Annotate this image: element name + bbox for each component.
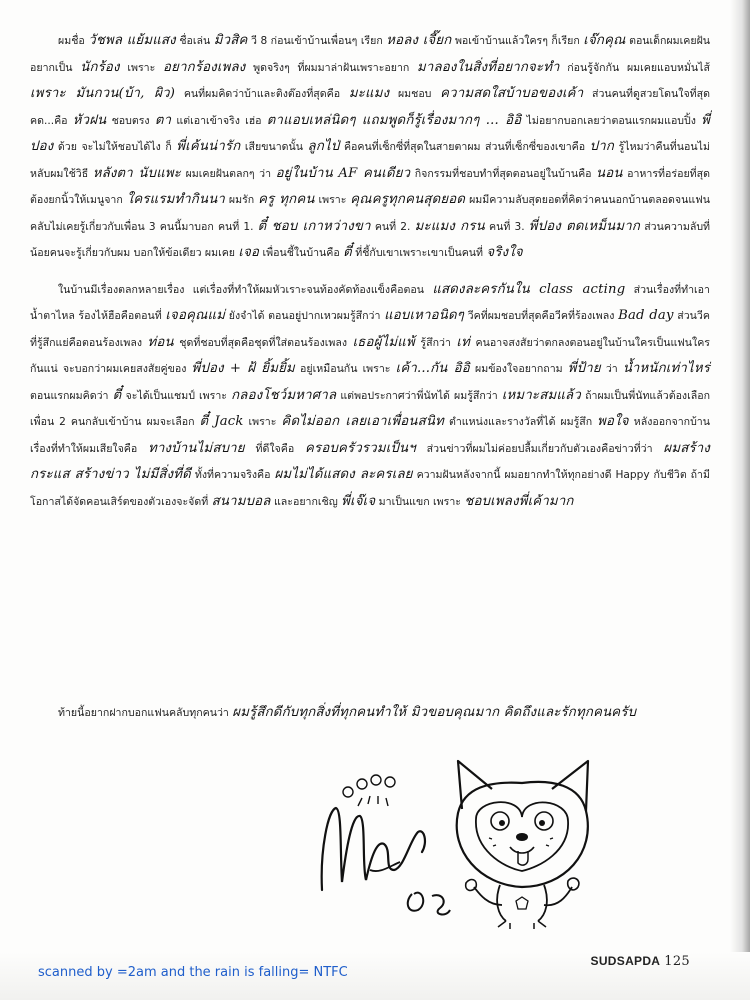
handwritten-answer: ตา	[154, 112, 172, 128]
signature-ring	[343, 787, 353, 797]
handwritten-answer: เค้า...กัน อิอิ	[395, 361, 470, 376]
printed-text: คนที่ผมคิดว่าบ้าและติงต๊องที่สุดคือ	[183, 88, 341, 100]
handwritten-answer: หลังตา นับแพะ	[92, 165, 182, 181]
printed-text: ถ้าผมเป็นพี่นัทแล้วต้องเลือกเพื่อน 2 คนกลับเข้าบ้าน ผมจะเลือก	[30, 389, 710, 428]
signature-stroke	[322, 808, 425, 890]
handwritten-answer: ตาแอบเหล่นิดๆ แถมพูดก็รู้เรื่องมากๆ ... อิอิ	[266, 112, 522, 128]
handwritten-answer: ตี๋ Jack	[199, 414, 244, 429]
handwritten-answer: ตี๋	[343, 245, 352, 260]
printed-text: ผมข้องใจอยากถาม	[475, 363, 563, 375]
handwritten-answer: พี่ปอง ตดเหม็นมาก	[528, 218, 641, 234]
handwritten-answer: เธอผู้ไม่แพ้	[352, 334, 415, 350]
printed-text: ถ้ามีโอกาสได้จัดคอนเสิร์ตของตัวเองจะจัดที่	[30, 469, 710, 508]
handwritten-answer: เท่	[456, 334, 471, 350]
printed-text: คนที่ 2.	[374, 220, 411, 233]
doodle-nose	[516, 833, 528, 841]
handwritten-answer: มะแมง กรน	[414, 218, 485, 234]
handwritten-answer: ความสดใสบ้าบอของเค้า	[440, 86, 584, 101]
handwritten-answer: ผมไม่ได้แสดง ละครเลย	[274, 467, 413, 482]
printed-text: ที่ดีใจคือ	[255, 442, 295, 455]
handwritten-answer: คุณครูทุกคนสุดยอด	[350, 192, 466, 207]
handwritten-answer: อยากร้องเพลง	[163, 59, 246, 75]
printed-text: อยู่เหมือนกัน เพราะ	[300, 363, 391, 375]
handwritten-answer: ทางบ้านไม่สบาย	[148, 440, 245, 456]
page-number: 125	[664, 954, 690, 969]
printed-text: ยังจำได้ ตอนอยู่ปากเหวผมรู้สึกว่า	[228, 310, 381, 322]
handwritten-answer: คิดไม่ออก เลยเอาเพื่อนสนิท	[281, 414, 444, 429]
printed-text: ส่วนคนที่ดูสวยโดนใจที่สุดคด...คือ	[30, 88, 711, 127]
handwritten-answer: แอบเหาอนิดๆ	[384, 308, 465, 323]
printed-text: หลังออกจากบ้าน เรื่องที่ทำให้ผมเสียใจคือ	[30, 416, 710, 455]
printed-text: เพื่อนชี้ในบ้านคือ	[262, 247, 340, 259]
handwritten-answer: มะแมง	[348, 86, 390, 101]
printed-text: ตอนแรกผมคิดว่า	[30, 389, 109, 402]
printed-text: ไม่อยากบอกเลยว่าตอนแรกผมแอบปิ้ง	[526, 114, 696, 127]
handwritten-answer: เจอคุณแม่	[165, 308, 226, 323]
signature-ring	[357, 779, 367, 789]
printed-text: รู้ไหมว่าคืนที่นอนไม่หลับผมใช้วิธี	[30, 141, 710, 180]
handwritten-answer: ตี๋ ชอบ เกาหว่างขา	[257, 218, 371, 234]
printed-text: ส่วนข่าวที่ผมไม่ค่อยปลื้มเกี่ยวกับตัวเองคือข่าวที่ว่า	[426, 442, 653, 455]
handwritten-answer: นอน	[596, 165, 623, 181]
handwritten-answer: พี่ปอง	[30, 112, 711, 154]
printed-text: ชอบตรง	[111, 114, 150, 127]
signature-tick	[358, 796, 388, 806]
printed-text: จะได้เป็นแชมป์ เพราะ	[125, 389, 227, 402]
handwritten-answer: หอลง เจี๊ยก	[386, 33, 452, 48]
printed-text: ผมเคยฝันตลกๆ ว่า	[185, 167, 272, 180]
printed-text: พูดจริงๆ ที่ผมมาล่าฝันเพราะอยาก	[253, 61, 410, 74]
handwritten-answer: จริงใจ	[486, 245, 523, 260]
handwritten-answer: เจอ	[238, 245, 260, 260]
printed-text: ท้ายนี้อยากฝากบอกแฟนคลับทุกคนว่า	[58, 707, 229, 719]
printed-text: แต่พอประกาศว่าพี่นัทได้ ผมรู้สึกว่า	[340, 389, 498, 402]
printed-text: ส่วนเรื่องที่ทำเอาน้ำตาไหล ร้องไห้ฮือคือตอนที่	[30, 283, 710, 322]
printed-text: คนอาจสงสัยว่าตกลงตอนอยู่ในบ้านใครเป็นแฟนใครกันแน่ จะบอกว่าผมเคยสงสัยคู่ของ	[30, 336, 710, 375]
printed-text: เพราะ	[127, 61, 156, 74]
printed-text: เสียขนาดนั้น	[244, 141, 304, 153]
doodle-feet	[498, 921, 546, 929]
handwritten-answer: สนามบอล	[211, 493, 271, 509]
signature-tag-stroke	[408, 893, 423, 911]
doodle-mouth	[510, 847, 534, 853]
paragraph-2	[30, 277, 710, 516]
printed-text: ส่วนวีคที่รู้สึกแย่คือตอนร้องเพลง	[30, 310, 710, 349]
doodle-pupil	[499, 820, 505, 826]
scan-credit: scanned by =2am and the rain is falling= NTFC	[38, 965, 348, 980]
printed-text: ผมชื่อ	[58, 35, 85, 47]
handwritten-answer: วัชพล แย้มแสง	[88, 33, 176, 48]
magazine-name: SUDSAPDA	[590, 954, 661, 968]
handwritten-answer: เจ๊กคุณ	[583, 33, 626, 48]
printed-text: คือคนที่เซ็กซี่ที่สุดในสายตาผม ส่วนที่เซ็กซี่ของเขาคือ	[343, 141, 586, 153]
paragraph-1	[30, 28, 710, 267]
printed-text: ผมรัก	[228, 194, 255, 206]
handwritten-answer: ตี๋	[112, 387, 122, 403]
printed-text: มาเป็นแขก เพราะ	[378, 495, 461, 508]
handwritten-answer: น้ำหนักเท่าไหร่	[622, 361, 711, 376]
doodle-arm	[474, 887, 572, 905]
handwritten-answer: Bad day	[618, 308, 674, 323]
doodle-body	[497, 885, 547, 921]
signature-ring	[385, 777, 395, 787]
printed-text: รู้สึกว่า	[420, 336, 451, 349]
handwritten-answer: ปาก	[589, 139, 615, 154]
printed-text: เพราะ	[318, 194, 347, 206]
handwritten-answer: ท่อน	[147, 334, 174, 350]
printed-text: ผมชอบ	[397, 88, 432, 100]
printed-text: คนที่ 3.	[489, 220, 525, 233]
signature-ring	[371, 775, 381, 785]
magazine-footer	[591, 954, 690, 969]
questionnaire-body	[30, 28, 710, 515]
handwritten-answer: ผมรู้สึกดีกับทุกสิ่งที่ทุกคนทำให้ มิวขอบคุณมาก คิดถึงและรักทุกคนครับ	[232, 705, 637, 720]
handwritten-answer: มาลองในสิ่งที่อยากจะทำ	[417, 59, 560, 75]
printed-text: ทั้งที่ความจริงคือ	[194, 469, 271, 481]
printed-text: ตอนเด็กผมเคยฝันอยากเป็น	[30, 35, 711, 74]
printed-text: และอยากเชิญ	[273, 495, 338, 508]
handwritten-answer: นักร้อง	[80, 59, 120, 75]
printed-text: ส่วนความลับที่น้อยคนจะรู้เกี่ยวกับผม บอกให้ข้อเดียว ผมเคย	[30, 220, 711, 259]
handwritten-answer: เหมาะสมแล้ว	[501, 387, 581, 403]
handwritten-answer: ครอบครัวรวมเป็นฯ	[305, 440, 416, 456]
printed-text: กิจกรรมที่ชอบทำที่สุดตอนอยู่ในบ้านคือ	[414, 167, 592, 180]
handwritten-answer: มิวสิค	[213, 33, 248, 48]
printed-text: วี 8 ก่อนเข้าบ้านเพื่อนๆ เรียก	[251, 35, 383, 47]
handwritten-answer: หัวฝน	[72, 112, 107, 128]
handwritten-answer: ลูกไป่	[307, 139, 340, 154]
printed-text: ชื่อเล่น	[179, 35, 211, 47]
printed-text: เพราะ	[248, 416, 277, 428]
handwritten-answer: อยู่ในบ้าน AF คนเดียว	[275, 165, 411, 181]
handwritten-answer: พอใจ	[597, 414, 629, 429]
closing-message	[30, 700, 710, 727]
printed-text: ความฝันหลังจากนี้ ผมอยากทำให้ทุกอย่างดี Happy กับชีวิต	[416, 469, 687, 481]
doodle-pupil	[539, 820, 545, 826]
handwritten-answer: ชอบเพลงพี่เค้ามาก	[464, 493, 574, 509]
printed-text: ว่า	[605, 363, 618, 375]
page-edge-shadow	[730, 0, 750, 1000]
handwritten-answer: พี่ปอง + ฝ้ ยิ้มยิ้ม	[191, 361, 295, 376]
closing-paragraph	[30, 700, 710, 727]
printed-text: ตำแหน่งและรางวัลที่ได้ ผมรู้สึก	[448, 416, 593, 428]
handwritten-answer: แสดงละครกันใน class acting	[432, 281, 626, 297]
printed-text: ด้วย จะไม่ให้ชอบได้ไง ก็	[57, 141, 172, 153]
cat-doodle	[440, 755, 605, 930]
handwritten-answer: พี่เจ๊เจ	[341, 493, 376, 509]
handwritten-answer: พี่ป้าย	[567, 361, 601, 376]
printed-text: พอเข้าบ้านแล้วใครๆ ก็เรียก	[454, 35, 580, 47]
printed-text: อาหารที่อร่อยที่สุดต้องยกนิ้วให้เมนูจาก	[30, 167, 710, 206]
printed-text: ชุดที่ชอบที่สุดคือชุดที่ใส่ตอนร้องเพลง	[179, 336, 348, 349]
handwritten-answer: ใครแรมทำกินนา	[126, 192, 226, 207]
doodle-star	[516, 897, 528, 909]
printed-text: ผมมีความลับสุดยอดที่คิดว่าคนนอกบ้านตลอดจนแฟนคลับไม่เคยรู้เกี่ยวกับเพื่อน 3 คนนี้มาบอก คนที่ 1.	[30, 194, 710, 233]
handwritten-answer: กลองโชว์มหาศาล	[231, 387, 337, 403]
handwritten-answer: พี่เค้นน่ารัก	[176, 139, 241, 154]
printed-text: ในบ้านมีเรื่องตลกหลายเรื่อง แต่เรื่องที่ทำให้ผมหัวเราะจนท้องคัดท้องแข็งคือตอน	[58, 283, 425, 296]
printed-text: ก่อนรู้จักกัน ผมเคยแอบหมั่นไส้	[567, 61, 710, 74]
handwritten-answer: ผมสร้างกระแส สร้างข่าว ไม่มีสิ่งที่ดี	[30, 440, 711, 482]
doodle-paw	[466, 878, 579, 890]
handwritten-answer: ครู ทุกคน	[258, 192, 315, 207]
printed-text: แต่เอาเข้าจริง เฮ่อ	[176, 114, 262, 127]
printed-text: ที่ชี้กับเขาเพราะเขาเป็นคนที่	[355, 247, 484, 259]
printed-text: วีคที่ผมชอบที่สุดคือวีคที่ร้องเพลง	[467, 310, 615, 322]
handwritten-answer: เพราะ มันกวน(บ้า, ผิว)	[30, 86, 176, 101]
